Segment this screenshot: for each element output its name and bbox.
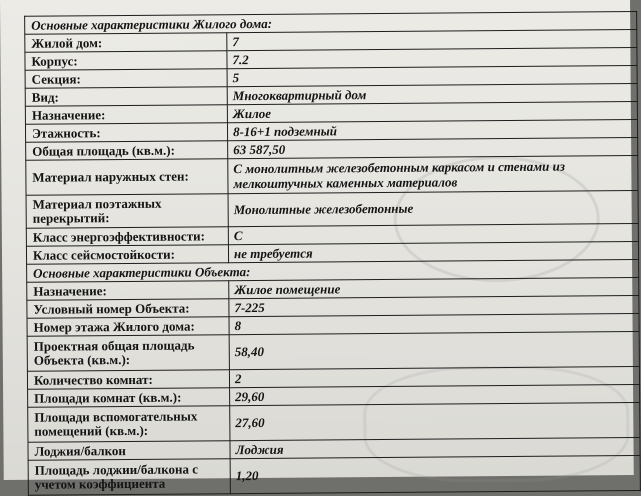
row-label: Класс сейсмостойкости: — [26, 245, 228, 265]
row-label: Площади вспомогательных помещений (кв.м.): — [28, 406, 230, 443]
table-row — [26, 155, 638, 195]
row-label: Назначение: — [27, 281, 229, 301]
row-label: Условный номер Объекта: — [27, 299, 229, 319]
row-value: 8 — [229, 313, 639, 334]
row-label: Класс энергоэффективности: — [26, 227, 228, 247]
table-row — [28, 455, 640, 495]
section-title: Основные характеристики Жилого дома: — [25, 12, 637, 35]
table-row — [27, 331, 639, 371]
row-label: Этажность: — [25, 123, 227, 143]
row-label: Общая площадь (кв.м.): — [26, 141, 228, 161]
row-value: 63 587,50 — [228, 137, 638, 158]
row-value: Жилое — [227, 101, 637, 122]
row-value: 5 — [227, 65, 637, 86]
row-label: Материал поэтажных перекрытий: — [26, 194, 228, 229]
row-value: 27,60 — [230, 402, 640, 440]
row-label: Материал наружных стен: — [26, 159, 228, 196]
row-label: Площадь лоджии/балкона с учетом коэффициента — [28, 459, 230, 496]
row-value: 29,60 — [230, 384, 640, 405]
row-label: Назначение: — [25, 105, 227, 125]
row-value: 7.2 — [227, 47, 637, 68]
row-value: 7 — [227, 29, 637, 50]
table-row — [26, 190, 638, 228]
row-value: не требуется — [228, 241, 638, 262]
row-label: Проектная общая площадь Объекта (кв.м.): — [27, 335, 229, 372]
row-value: Многоквартирный дом — [227, 83, 637, 104]
row-label: Корпус: — [25, 51, 227, 71]
row-value: 2 — [229, 366, 639, 387]
table-row — [28, 402, 640, 442]
row-value: 8-16+1 подземный — [227, 119, 637, 140]
row-label: Площади комнат (кв.м.): — [28, 388, 230, 408]
row-value: С монолитным железобетонным каркасом и стенами из мелкоштучных каменных материалов — [228, 155, 638, 193]
row-value: 58,40 — [229, 331, 639, 369]
characteristics-table — [24, 11, 641, 496]
row-label: Лоджия/балкон — [28, 441, 230, 461]
row-value: С — [228, 223, 638, 244]
row-label: Вид: — [25, 87, 227, 107]
row-value: 7-225 — [229, 295, 639, 316]
row-label: Номер этажа Жилого дома: — [27, 317, 229, 337]
row-value: Жилое помещение — [229, 277, 639, 298]
row-value: Монолитные железобетонные — [228, 190, 638, 226]
section-title: Основные характеристики Объекта: — [27, 259, 639, 282]
row-label: Секция: — [25, 69, 227, 89]
row-label: Жилой дом: — [25, 33, 227, 53]
row-value: Лоджия — [230, 437, 640, 458]
row-value: 1,20 — [230, 455, 640, 493]
row-label: Количество комнат: — [27, 370, 229, 390]
